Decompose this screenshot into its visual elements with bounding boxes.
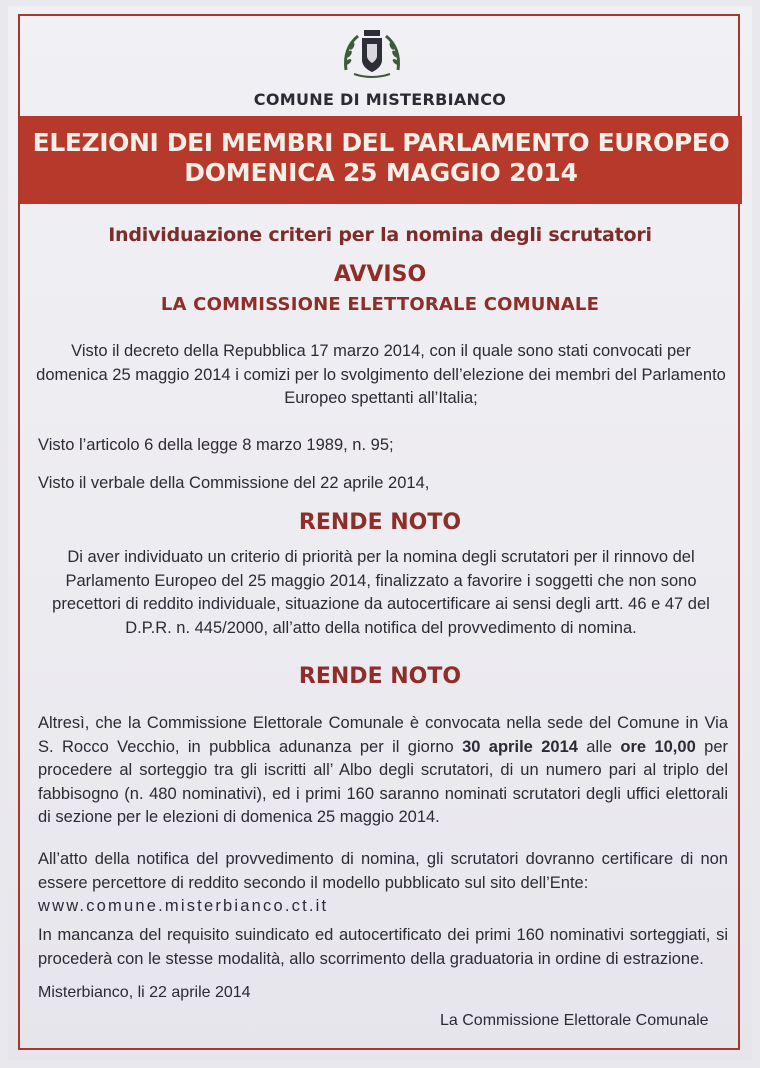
paragraph-certificazione: All’atto della notifica del provvedimento di nomina, gli scrutatori dovranno certificare di non essere percettore di reddito secondo il modello pubblicato sul sito dell’Ente: bbox=[38, 850, 728, 892]
rende-noto-heading-2: RENDE NOTO bbox=[298, 664, 462, 689]
visto-articolo: Visto l’articolo 6 della legge 8 marzo 1989, n. 95; bbox=[38, 436, 394, 454]
commissione-heading: LA COMMISSIONE ELETTORALE COMUNALE bbox=[160, 294, 600, 315]
visto-verbale: Visto il verbale della Commissione del 22 aprile 2014, bbox=[38, 474, 430, 492]
notice-subtitle: Individuazione criteri per la nomina degli scrutatori bbox=[108, 224, 652, 246]
convocazione-time: ore 10,00 bbox=[620, 737, 696, 756]
municipal-crest-icon bbox=[340, 26, 404, 82]
avviso-heading: AVVISO bbox=[333, 262, 427, 287]
paragraph-convocazione bbox=[38, 712, 728, 830]
paragraph-criterio: Di aver individuato un criterio di priorità per la nomina degli scrutatori per il rinnovo del Parlamento Europeo del 25 maggio 2014, finalizzato a favorire i soggetti che non sono precettori di reddito individuale, situazione da autocertificare ai sensi degli artt. 46 e 47 del D.P.R. n. 445/2000, all’atto della notifica del provvedimento di nomina. bbox=[52, 548, 710, 637]
paragraph-scorrimento: In mancanza del requisito suindicato ed autocertificato dei primi 160 nominativi sorteggiati, si procederà con le stesse modalità, allo scorrimento della graduatoria in ordine di estrazione. bbox=[38, 926, 728, 968]
convocazione-date: 30 aprile 2014 bbox=[462, 737, 578, 756]
convocazione-text-c: per procedere al sorteggio tra gli iscritti all’ Albo degli scrutatori, di un numero pari al triplo del fabbisogno (n. 480 nominativi), ed i primi 160 saranno nominati scrutatori degli uffici elettorali di sezione per le elezioni di domenica 25 maggio 2014. bbox=[38, 737, 728, 826]
title-banner bbox=[20, 116, 742, 204]
banner-title-line-2: DOMENICA 25 MAGGIO 2014 bbox=[184, 158, 578, 187]
convocazione-text-a: Altresì, che la Commissione Elettorale Comunale è convocata nella sede del Comune in Via S. Rocco Vecchio, in pubblica adunanza per il giorno bbox=[38, 714, 728, 756]
visto-decreto: Visto il decreto della Repubblica 17 marzo 2014, con il quale sono stati convocati per domenica 25 maggio 2014 i comizi per lo svolgimento dell’elezione dei membri del Parlamento Europeo spettanti all’Italia; bbox=[36, 342, 726, 407]
website-link[interactable]: www.comune.misterbianco.ct.it bbox=[38, 897, 329, 915]
rende-noto-heading-1: RENDE NOTO bbox=[298, 510, 462, 535]
comune-name: COMUNE DI MISTERBIANCO bbox=[253, 90, 507, 109]
place-date: Misterbianco, li 22 aprile 2014 bbox=[38, 984, 251, 1001]
convocazione-text-b: alle bbox=[577, 737, 621, 756]
banner-title-line-1: ELEZIONI DEI MEMBRI DEL PARLAMENTO EUROPEO bbox=[32, 128, 730, 157]
signature: La Commissione Elettorale Comunale bbox=[440, 1012, 709, 1029]
